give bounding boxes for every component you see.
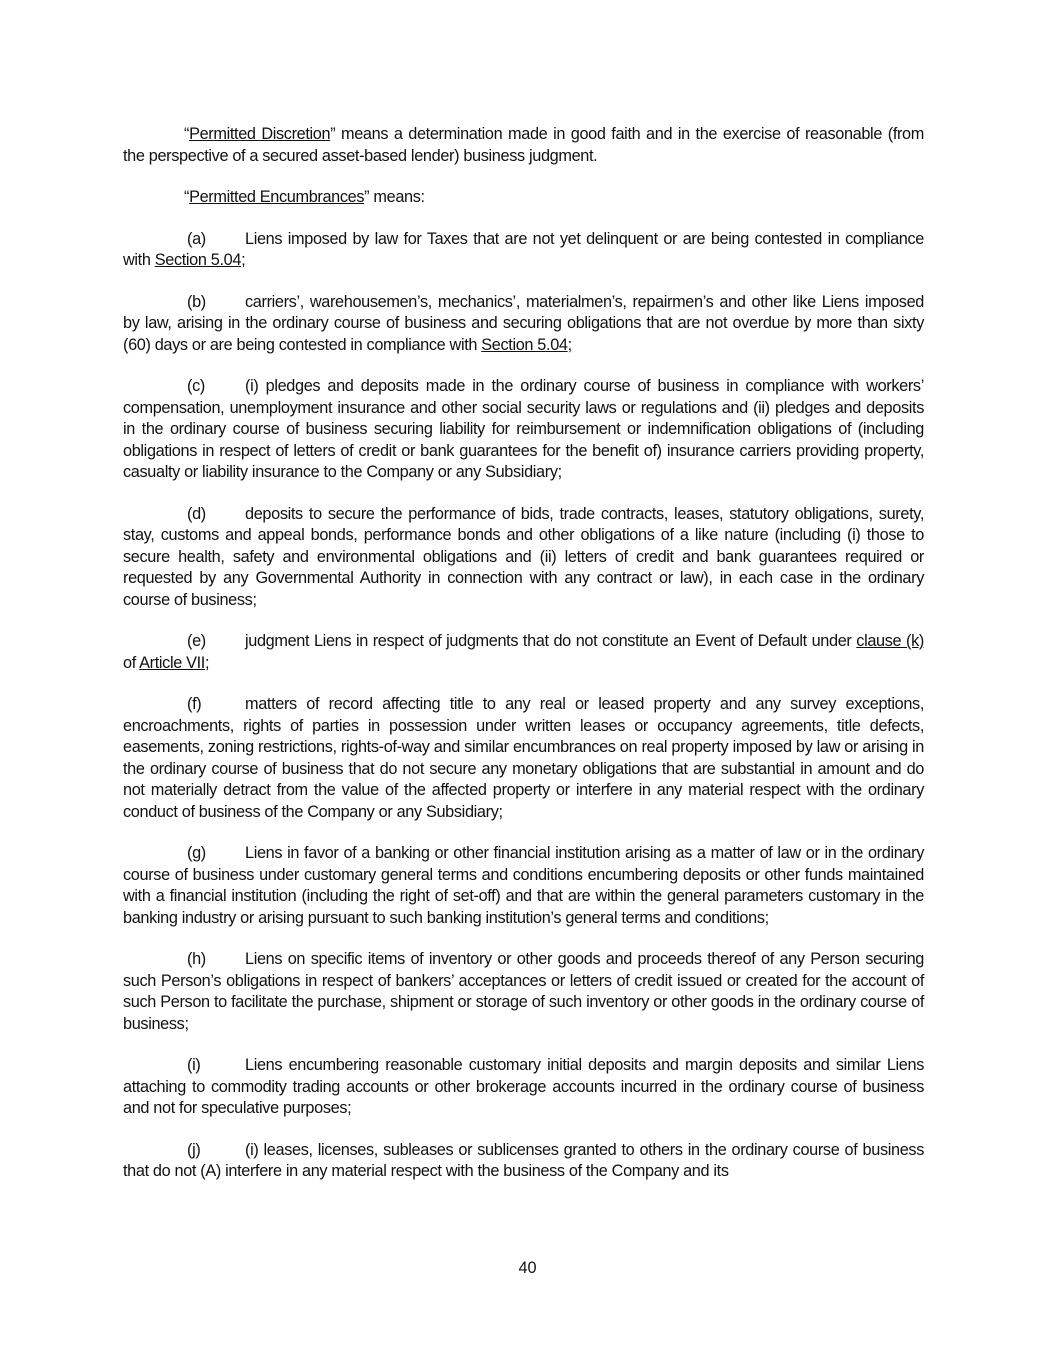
clause-d: (d) deposits to secure the performance of bids, trade contracts, leases, statutory obligations, surety, stay, customs and appeal bonds, performance bonds and other obligations of a like nature (including (i) those to secure health, safety and environmental obligations and (ii) letters of credit and bank guarantees required or requested by any Governmental Authority in connection with any contract or law), in each case in the ordinary course of business; <box>123 504 924 609</box>
clause-i: (i) Liens encumbering reasonable customary initial deposits and margin deposits and similar Liens attaching to commodity trading accounts or other brokerage accounts incurred in the ordinary course of business and not for speculative purposes; <box>123 1056 924 1117</box>
clause-e: (e) judgment Liens in respect of judgments that do not constitute an Event of Default under clause (k) of Article VII; <box>123 632 924 672</box>
defined-term: Permitted Discretion <box>189 125 331 143</box>
page-number: 40 <box>518 1259 537 1277</box>
clause-a: (a) Liens imposed by law for Taxes that are not yet delinquent or are being contested in compliance with Section 5.04; <box>123 229 924 269</box>
clause-j: (j) (i) leases, licenses, subleases or sublicenses granted to others in the ordinary course of business that do not (A) interfere in any material respect with the business of the Company and its <box>123 1140 924 1180</box>
clause-b: (b) carriers’, warehousemen’s, mechanics’, materialmen’s, repairmen’s and other like Liens imposed by law, arising in the ordinary course of business and securing obligations that are not overdue by more than sixty (60) days or are being contested in compliance with Section 5.04; <box>123 292 924 354</box>
clause-g: (g) Liens in favor of a banking or other financial institution arising as a matter of law or in the ordinary course of business under customary general terms and conditions encumbering deposits or other funds maintained with a financial institution (including the right of set-off) and that are within the general parameters customary in the banking industry or arising pursuant to such banking institution’s general terms and conditions; <box>123 844 924 927</box>
page-body <box>123 124 924 1203</box>
defined-term: Permitted Encumbrances <box>189 188 365 206</box>
clause-h: (h) Liens on specific items of inventory or other goods and proceeds thereof of any Person securing such Person’s obligations in respect of bankers’ acceptances or letters of credit issued or created for the account of such Person to facilitate the purchase, shipment or storage of such inventory or other goods in the ordinary course of business; <box>123 950 924 1033</box>
section-reference: Section 5.04 <box>481 335 568 354</box>
definition-permitted-discretion: “Permitted Discretion” means a determination made in good faith and in the exercise of reasonable (from the perspective of a secured asset-based lender) business judgment. <box>123 125 924 165</box>
clause-f: (f) matters of record affecting title to any real or leased property and any survey exceptions, encroachments, rights of parties in possession under written leases or occupancy agreements, title defects, easements, zoning restrictions, rights-of-way and similar encumbrances on real property imposed by law or arising in the ordinary course of business that do not secure any monetary obligations that are substantial in amount and do not materially detract from the value of the affected property or interfere in any material respect with the ordinary conduct of business of the Company or any Subsidiary; <box>123 695 924 821</box>
article-reference: Article VII <box>139 653 205 672</box>
clause-reference: clause (k) <box>856 632 924 650</box>
clause-c: (c) (i) pledges and deposits made in the ordinary course of business in compliance with workers’ compensation, unemployment insurance and other social security laws or regulations and (ii) pledges and deposits in the ordinary course of business securing liability for reimbursement or indemnification obligations of (including obligations in respect of letters of credit or bank guarantees for the benefit of) insurance carriers providing property, casualty or liability insurance to the Company or any Subsidiary; <box>123 377 924 481</box>
section-reference: Section 5.04 <box>154 251 242 269</box>
definition-permitted-encumbrances: “Permitted Encumbrances” means: <box>184 188 425 206</box>
